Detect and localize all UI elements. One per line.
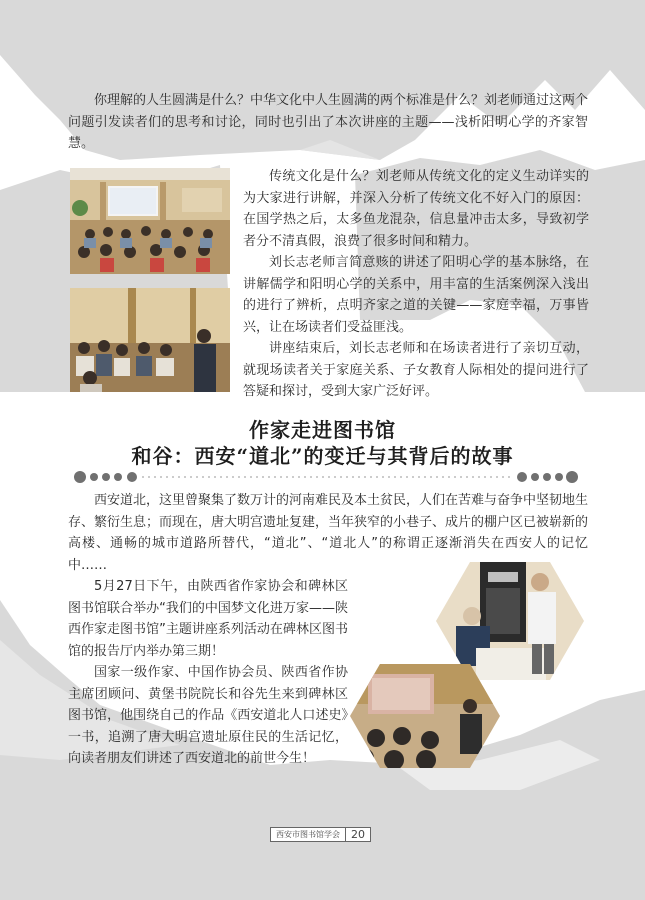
page-footer [270,826,371,842]
section1-paragraph-3: 讲座结束后，刘长志老师和在场读者进行了亲切互动，就现场读者关于家庭关系、子女教育人际相处的提问进行了答疑和探讨，受到大家广泛好评。 [243,341,589,399]
section2-paragraph-1: 西安道北，这里曾聚集了数万计的河南难民及本土贫民，人们在苦难与奋争中坚韧地生存、繁衍生息；而现在，唐大明宫遗址复建，当年狭窄的小巷子、成片的棚户区已被崭新的高楼、通畅的城市道路所替代，“道北”、“道北人”的称谓正逐渐消失在西安人的记忆中…… [68,493,589,573]
section2-paragraph-3: 国家一级作家、中国作协会员、陕西省作协主席团顾问、黄堡书院院长和谷先生来到碑林区图书馆，他围绕自己的作品《西安道北人口述史》一书，追溯了唐大明宫遗址原住民的生活记忆，向读者朋友们讲述了西安道北的前世今生！ [68,665,348,766]
article-title: 作家走进图书馆 [249,418,396,442]
author-signing-photo [436,562,584,680]
section2-paragraph-2: 5月27日下午，由陕西省作家协会和碑林区图书馆联合举办“我们的中国梦文化进万家——陕西作家走图书馆”主题讲座系列活动在碑林区图书馆的报告厅内举办第三期！ [68,579,348,659]
lecture-audience-photo [350,664,500,768]
article-subtitle: 和谷：西安“道北”的变迁与其背后的故事 [131,444,514,468]
lecture-photo-2 [70,288,230,392]
footer-organization: 西安市图书馆学会 [270,827,346,842]
intro-paragraph: 你理解的人生圆满是什么？中华文化中人生圆满的两个标准是什么？刘老师通过这两个问题引发读者们的思考和讨论，同时也引出了本次讲座的主题——浅析阳明心学的齐家智慧。 [68,93,589,151]
section1-paragraph-2: 刘长志老师言简意赅的讲述了阳明心学的基本脉络，在讲解儒学和阳明心学的关系中，用丰富的生活案例深入浅出的进行了辨析，点明齐家之道的关键——家庭幸福，万事皆兴，让在场读者们受益匪浅。 [243,255,589,335]
lecture-photo-1 [70,168,230,274]
dotted-divider [72,468,580,486]
section1-paragraph-1: 传统文化是什么？刘老师从传统文化的定义生动详实的为大家进行讲解，并深入分析了传统文化不好入门的原因：在国学热之后，太多鱼龙混杂，信息量冲击太多，导致初学者分不清真假，浪费了很多时间和精力。 [243,169,589,249]
page-number: 20 [346,827,371,842]
